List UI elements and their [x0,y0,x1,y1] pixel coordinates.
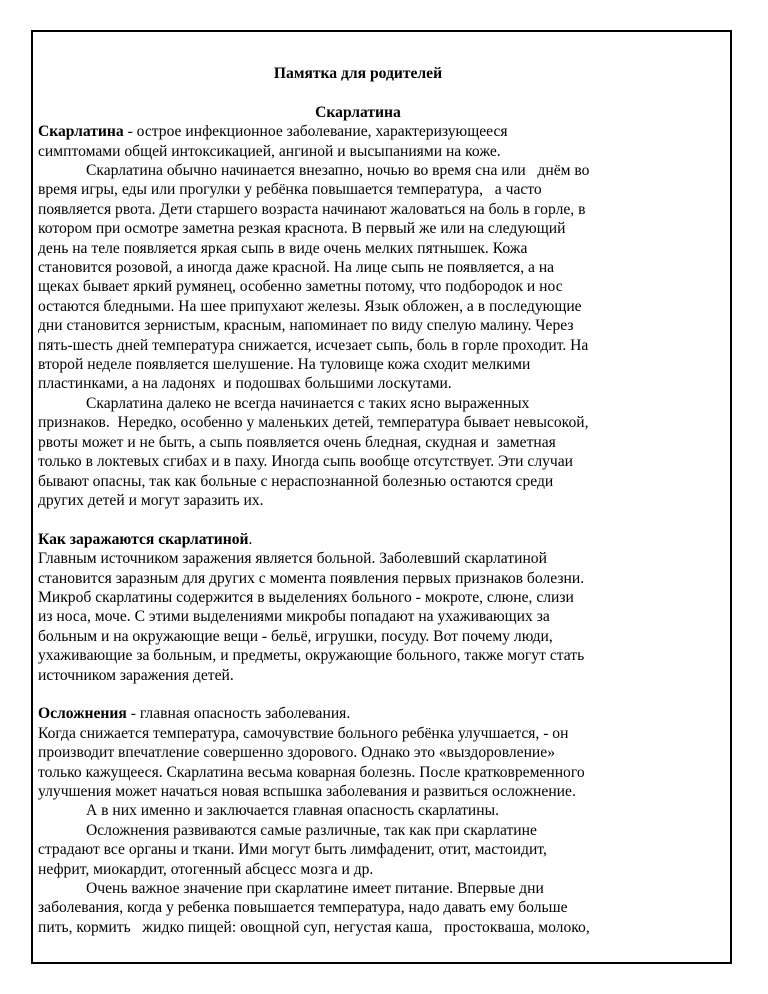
complications-indented-line: А в них именно и заключается главная опасность скарлатины. [86,802,499,820]
intro-line-1 [38,122,678,141]
complications-line: улучшения может начаться новая вспышка заболевания и развиться осложнение. [38,782,576,800]
nutrition-line: пить, кормить жидко пищей: овощной суп, негустая каша, простокваша, молоко, [38,918,590,936]
symptoms-line: остаются бледными. На шее припухают железы. Язык обложен, а в последующие [38,297,582,315]
atypical-line: других детей и могут заразить их. [38,491,264,509]
complications-organs-line: нефрит, миокардит, отогенный абсцесс мозга и др. [38,860,374,878]
infection-line: из носа, моче. С этими выделениями микробы попадают на ухаживающих за [38,608,550,626]
infection-line: ухаживающие за больным, и предметы, окружающие больного, также могут стать [38,647,585,665]
infection-line: источником заражения детей. [38,666,234,684]
symptoms-line: пластинками, а на ладонях и подошвах большими лоскутами. [38,375,452,393]
intro-line-2: симптомами общей интоксикацией, ангиной и высыпаниями на коже. [38,142,501,160]
symptoms-line: котором при осмотре заметна резкая краснота. В первый же или на следующий [38,220,566,238]
complications-line: только кажущееся. Скарлатина весьма коварная болезнь. После кратковременного [38,763,585,781]
infection-line: становится заразным для других с момента появления первых признаков болезни. [38,569,585,587]
symptoms-line: пять-шесть дней температура снижается, исчезает сыпь, боль в горле проходит. На [38,336,589,354]
document-subtitle: Скарлатина [315,103,401,121]
symptoms-line: дни становится зернистым, красным, напоминает по виду спелую малину. Через [38,317,574,335]
infection-line: Микроб скарлатины содержится в выделениях больного - мокроте, слюне, слизи [38,588,574,606]
nutrition-line: заболевания, когда у ребенка повышается температура, надо давать ему больше [38,899,568,917]
complications-organs-line: страдают все органы и ткани. Ими могут быть лимфаденит, отит, мастоидит, [38,841,547,859]
complications-definition: - главная опасность заболевания. [126,705,351,723]
infection-line: больным и на окружающие вещи - бельё, игрушки, посуду. Вот почему люди, [38,627,553,645]
symptoms-line: появляется рвота. Дети старшего возраста начинают жаловаться на боль в горле, в [38,200,586,218]
symptoms-line: Скарлатина обычно начинается внезапно, ночью во время сна или днём во [86,162,590,180]
atypical-line: бывают опасны, так как больные с нераспознанной болезнью остаются среди [38,472,554,490]
symptoms-line: щеках бывает яркий румянец, особенно заметны потому, что подбородок и нос [38,278,563,296]
complications-line: производит впечатление совершенно здорового. Однако это «выздоровление» [38,744,555,762]
atypical-line: признаков. Нередко, особенно у маленьких детей, температура бывает невысокой, [38,414,589,432]
document-title: Памятка для родителей [273,65,443,82]
symptoms-line: становится розовой, а иногда даже красной. На лице сыпь не появляется, а на [38,259,555,277]
symptoms-line: время игры, еды или прогулки у ребёнка повышается температура, а часто [38,181,542,199]
infection-heading-suffix: . [248,530,253,548]
infection-heading-text: Как заражаются скарлатиной [38,530,249,548]
symptoms-line: второй неделе появляется шелушение. На туловище кожа сходит мелкими [38,356,531,374]
document-body [38,36,678,937]
atypical-line: только в локтевых сгибах и в паху. Иногда сыпь вообще отсутствует. Эти случаи [38,453,574,471]
complications-organs-first: Осложнения развиваются самые различные, так как при скарлатине [86,821,537,839]
symptoms-line: день на теле появляется яркая сыпь в виде очень мелких пятнышек. Кожа [38,239,528,257]
complications-heading [38,704,678,723]
infection-heading [38,530,678,549]
atypical-line: рвоты может и не быть, а сыпь появляется очень бледная, скудная и заметная [38,433,556,451]
complications-line: Когда снижается температура, самочувствие больного ребёнка улучшается, - он [38,724,569,742]
nutrition-first: Очень важное значение при скарлатине имеет питание. Впервые дни [86,880,544,898]
complications-term: Осложнения [38,705,127,723]
infection-line: Главным источником заражения является больной. Заболевший скарлатиной [38,550,547,568]
atypical-line: Скарлатина далеко не всегда начинается с таких ясно выраженных [86,394,530,412]
intro-term: Скарлатина [38,123,124,141]
intro-definition-1: - острое инфекционное заболевание, характеризующееся [123,123,508,141]
